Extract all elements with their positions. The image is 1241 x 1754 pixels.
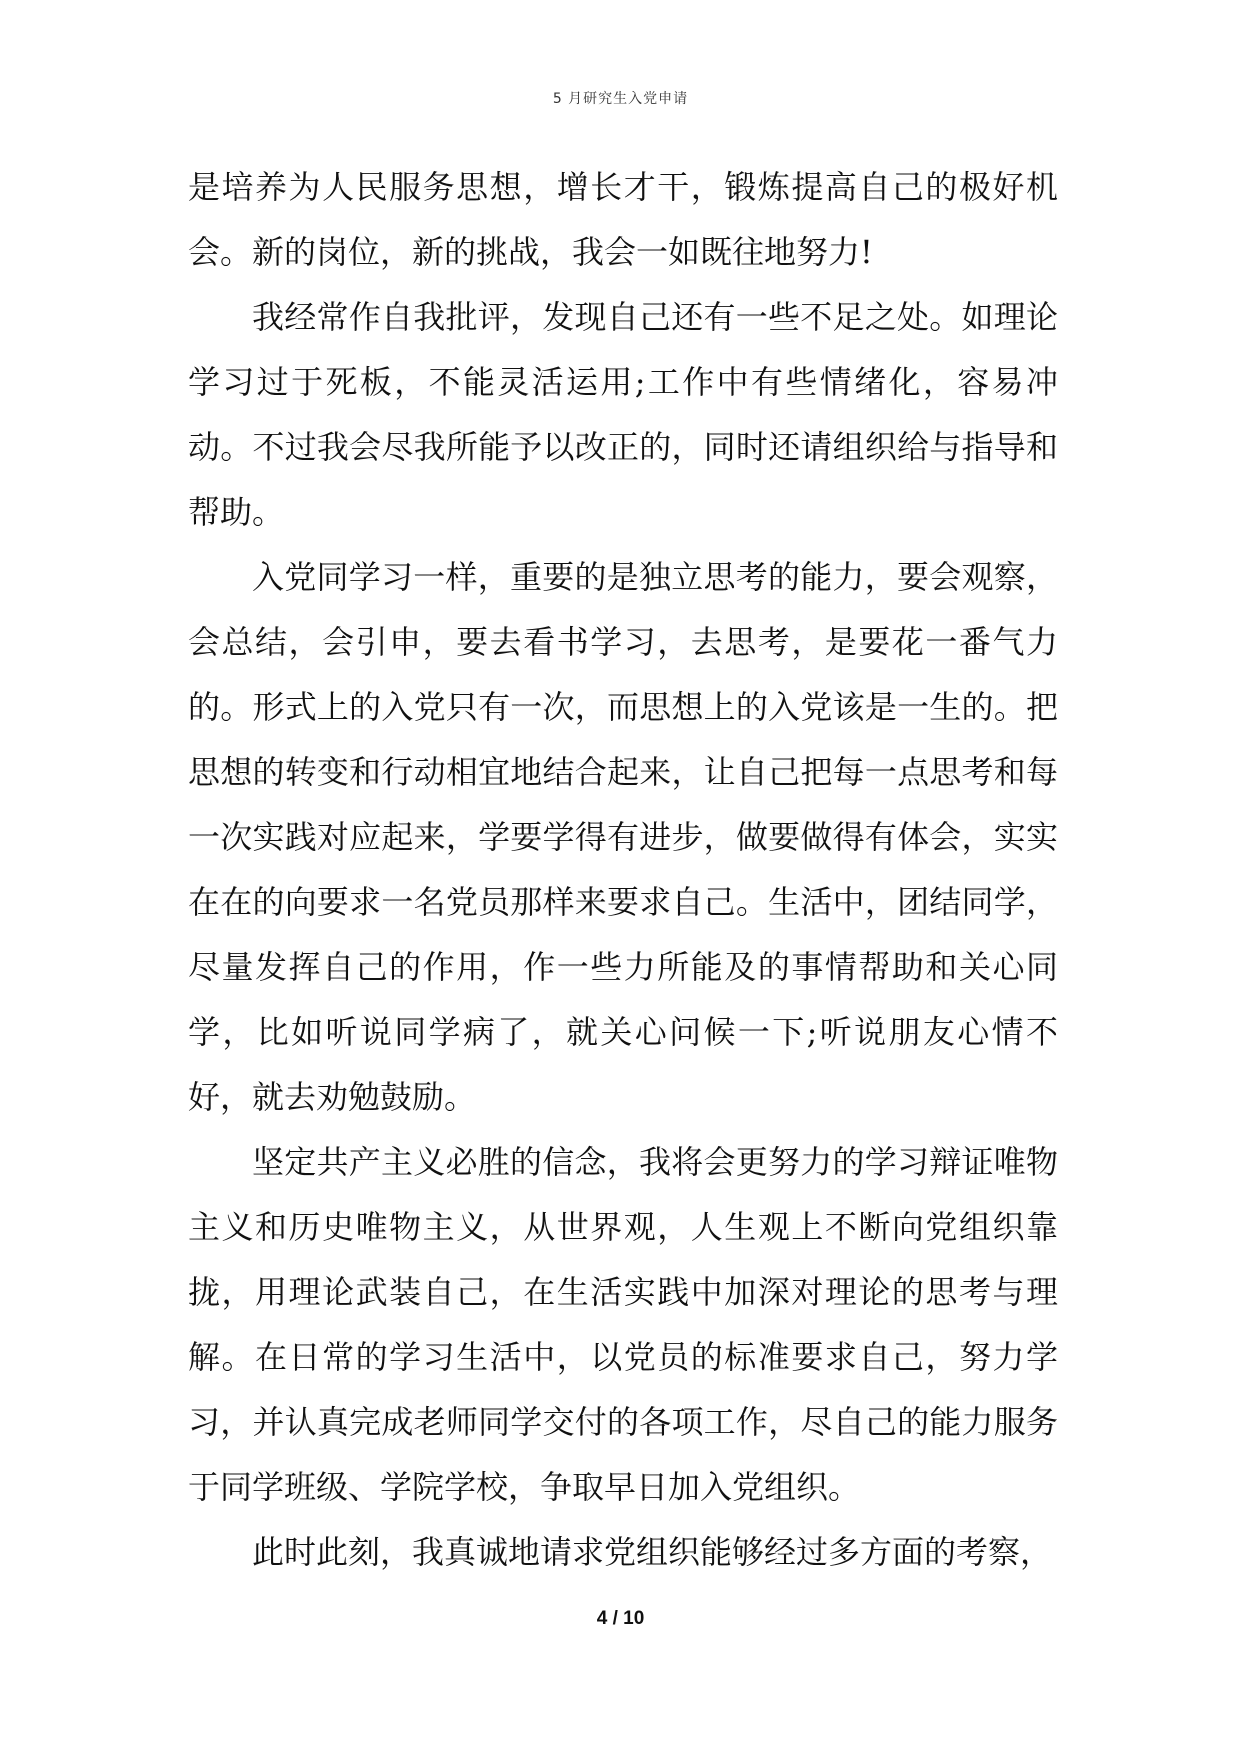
paragraph-4: 坚定共产主义必胜的信念，我将会更努力的学习辩证唯物主义和历史唯物主义，从世界观，人生观上不断向党组织靠拢，用理论武装自己，在生活实践中加深对理论的思考与理解。在日常的学习生活中，以党员的标准要求自己，努力学习，并认真完成老师同学交付的各项工作，尽自己的能力服务于同学班级、学院学校，争取早日加入党组织。 <box>188 1143 1058 1506</box>
document-body <box>188 155 1058 1585</box>
paragraph-3: 入党同学习一样，重要的是独立思考的能力，要会观察，会总结，会引申，要去看书学习，去思考，是要花一番气力的。形式上的入党只有一次，而思想上的入党该是一生的。把思想的转变和行动相宜地结合起来，让自己把每一点思考和每一次实践对应起来，学要学得有进步，做要做得有体会，实实在在的向要求一名党员那样来要求自己。生活中，团结同学，尽量发挥自己的作用，作一些力所能及的事情帮助和关心同学，比如听说同学病了，就关心问候一下;听说朋友心情不好，就去劝勉鼓励。 <box>188 558 1058 1116</box>
paragraph-1: 是培养为人民服务思想，增长才干，锻炼提高自己的极好机会。新的岗位，新的挑战，我会一如既往地努力! <box>188 168 1058 271</box>
page-number: 4 / 10 <box>596 1608 645 1629</box>
paragraph-2: 我经常作自我批评，发现自己还有一些不足之处。如理论学习过于死板，不能灵活运用;工作中有些情绪化，容易冲动。不过我会尽我所能予以改正的，同时还请组织给与指导和帮助。 <box>188 298 1058 531</box>
page-header-title: 5 月研究生入党申请 <box>552 91 689 107</box>
paragraph-5: 此时此刻，我真诚地请求党组织能够经过多方面的考察， <box>252 1533 1053 1571</box>
